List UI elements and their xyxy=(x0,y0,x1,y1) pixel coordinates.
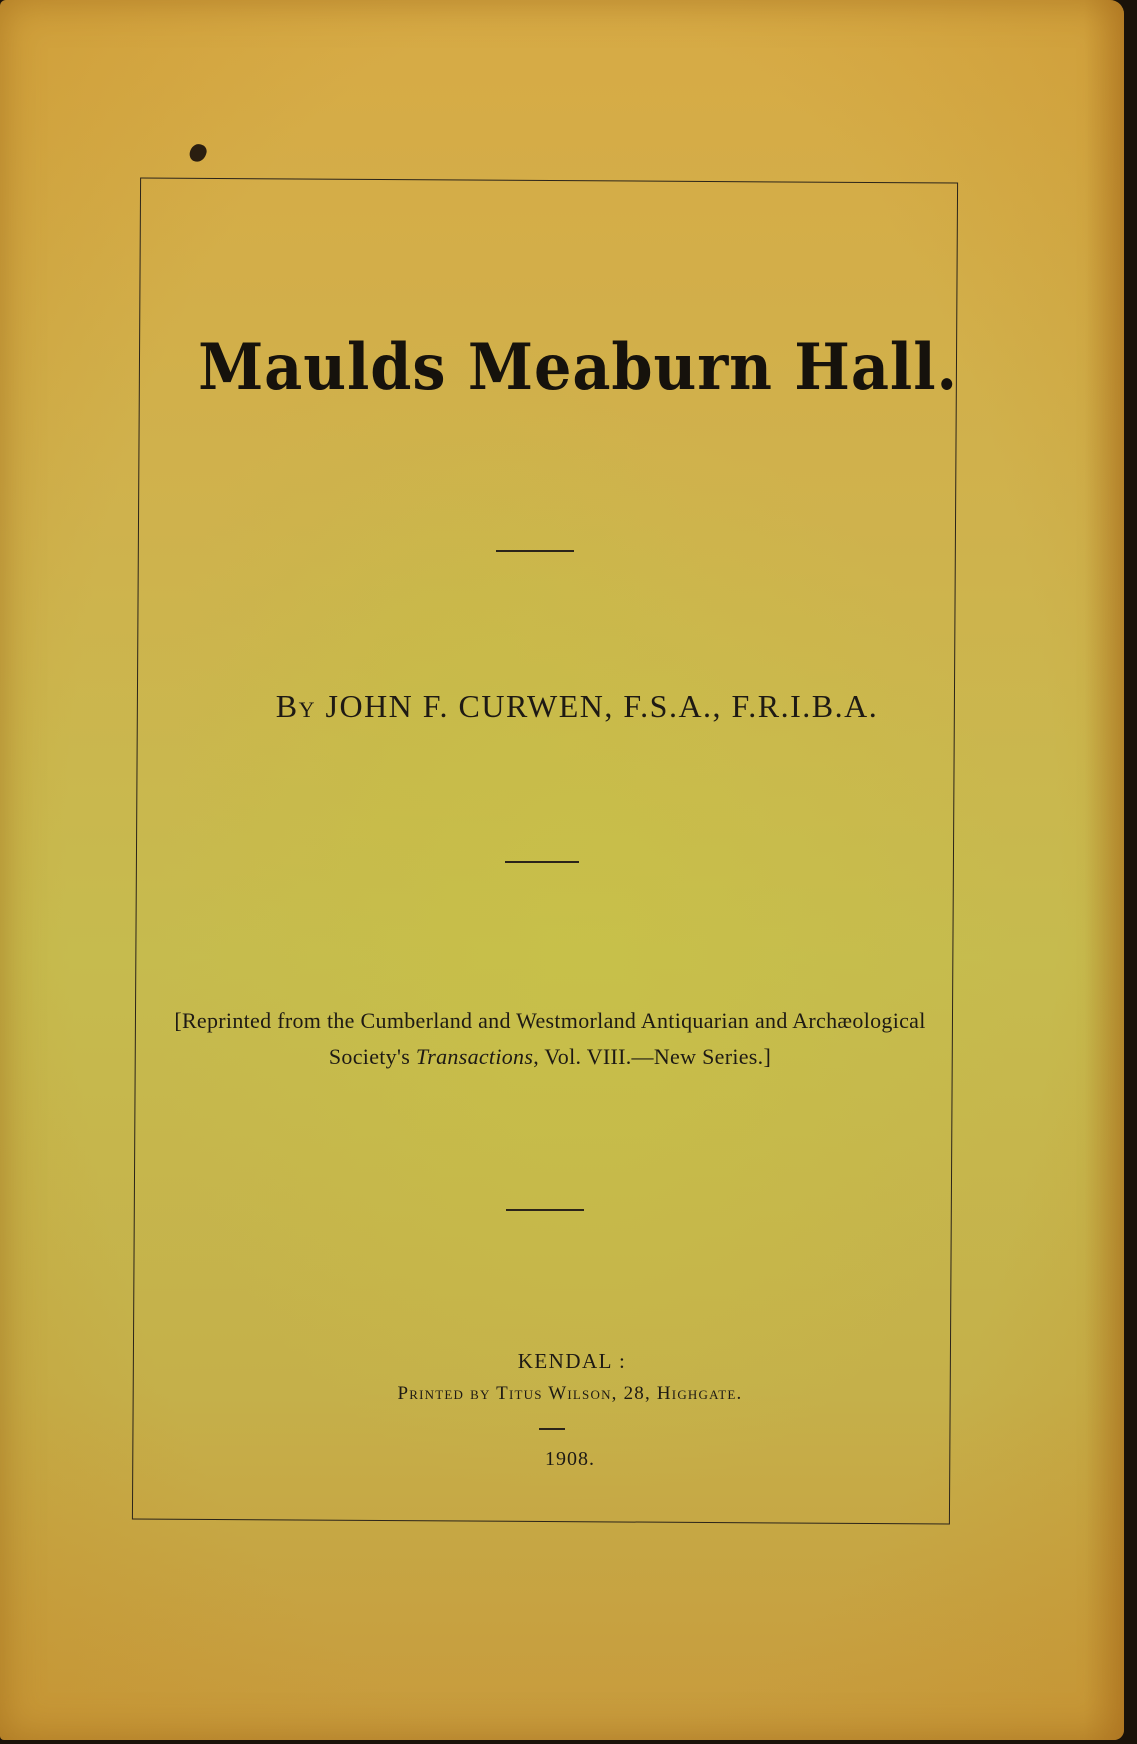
ink-spot xyxy=(187,142,208,164)
author-line xyxy=(30,688,1124,725)
reprint-prefix: [Reprinted from the Cumberland and Westmorland Antiquarian and Archæological Society's xyxy=(174,1008,926,1069)
divider-rule xyxy=(496,550,574,552)
divider-rule xyxy=(539,1428,565,1430)
reprint-suffix: , Vol. VIII.—New Series.] xyxy=(533,1044,772,1069)
author-name: JOHN F. CURWEN, F.S.A., F.R.I.B.A. xyxy=(325,688,879,724)
publication-year: 1908. xyxy=(545,1448,595,1470)
divider-rule xyxy=(506,1209,584,1211)
reprint-italic: Transactions xyxy=(415,1044,534,1069)
paper-stain xyxy=(1084,0,1124,1740)
author-prefix: By xyxy=(275,688,316,724)
document-title: Maulds Meaburn Hall. xyxy=(198,330,958,405)
publication-place: KENDAL : xyxy=(517,1349,627,1373)
reprint-note xyxy=(170,1003,930,1075)
divider-rule xyxy=(505,861,579,863)
printer-line: Printed by Titus Wilson, 28, Highgate. xyxy=(397,1383,743,1404)
